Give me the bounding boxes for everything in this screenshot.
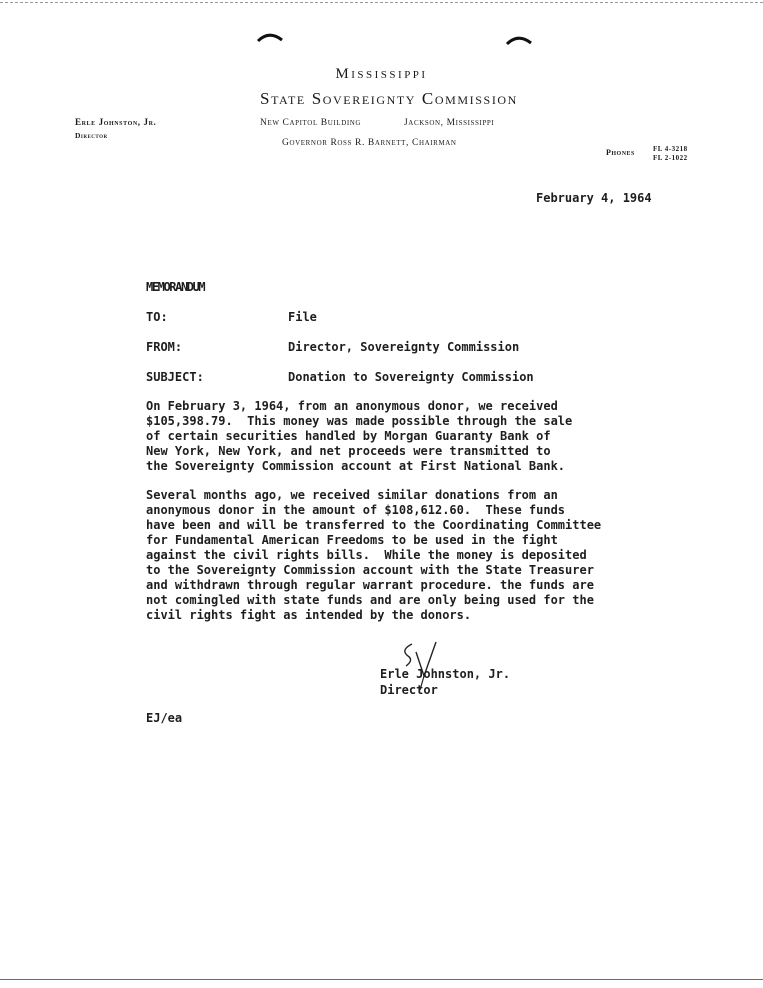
letterhead-director-name: Erle Johnston, Jr. (75, 117, 157, 127)
letterhead-phone-1: FL 4-3218 (653, 145, 688, 153)
memo-heading: MEMORANDUM (146, 280, 205, 294)
paragraph-line: $105,398.79. This money was made possible through the sale (146, 414, 573, 428)
paragraph-line: for Fundamental American Freedoms to be used in the fight (146, 533, 558, 547)
body-paragraph-1 (146, 399, 666, 474)
letterhead-address-city: Jackson, Mississippi (404, 118, 495, 128)
letterhead-director-title: Director (75, 131, 108, 140)
paragraph-line: to the Sovereignty Commission account with the State Treasurer (146, 563, 594, 577)
paragraph-line: On February 3, 1964, from an anonymous donor, we received (146, 399, 558, 413)
to-label: TO: (146, 310, 168, 324)
letterhead-phones-label: Phones (606, 148, 635, 157)
letterhead-commission: State Sovereignty Commission (260, 89, 518, 108)
body-paragraph-2 (146, 488, 666, 623)
signer-name: Erle Johnston, Jr. (380, 667, 511, 681)
subject-label: SUBJECT: (146, 370, 204, 384)
scan-bottom-edge (0, 979, 763, 980)
paragraph-line: and withdrawn through regular warrant procedure. the funds are (146, 578, 594, 592)
from-value: Director, Sovereignty Commission (288, 340, 520, 354)
to-value: File (288, 310, 317, 324)
paragraph-line: against the civil rights bills. While the money is deposited (146, 548, 587, 562)
paragraph-line: have been and will be transferred to the Coordinating Committee (146, 518, 602, 532)
paragraph-line: civil rights fight as intended by the donors. (146, 608, 472, 622)
binder-hole-mark-left (255, 28, 285, 44)
from-label: FROM: (146, 340, 183, 354)
paragraph-line: Several months ago, we received similar donations from an (146, 488, 558, 502)
letterhead-phone-2: FL 2-1022 (653, 154, 688, 162)
paragraph-line: anonymous donor in the amount of $108,612.60. These funds (146, 503, 566, 517)
paragraph-line: the Sovereignty Commission account at First National Bank. (146, 459, 566, 473)
letterhead-address-building: New Capitol Building (260, 118, 362, 128)
letterhead-state: Mississippi (335, 66, 428, 82)
paragraph-line: not comingled with state funds and are only being used for the (146, 593, 594, 607)
letterhead-governor: Governor Ross R. Barnett, Chairman (282, 138, 457, 148)
memo-date: February 4, 1964 (536, 191, 652, 205)
binder-hole-mark-right (504, 31, 534, 47)
paragraph-line: of certain securities handled by Morgan Guaranty Bank of (146, 429, 551, 443)
paragraph-line: New York, New York, and net proceeds were transmitted to (146, 444, 551, 458)
signer-title: Director (380, 683, 438, 697)
typist-initials: EJ/ea (146, 711, 183, 725)
subject-value: Donation to Sovereignty Commission (288, 370, 534, 384)
scan-top-edge (0, 2, 763, 3)
